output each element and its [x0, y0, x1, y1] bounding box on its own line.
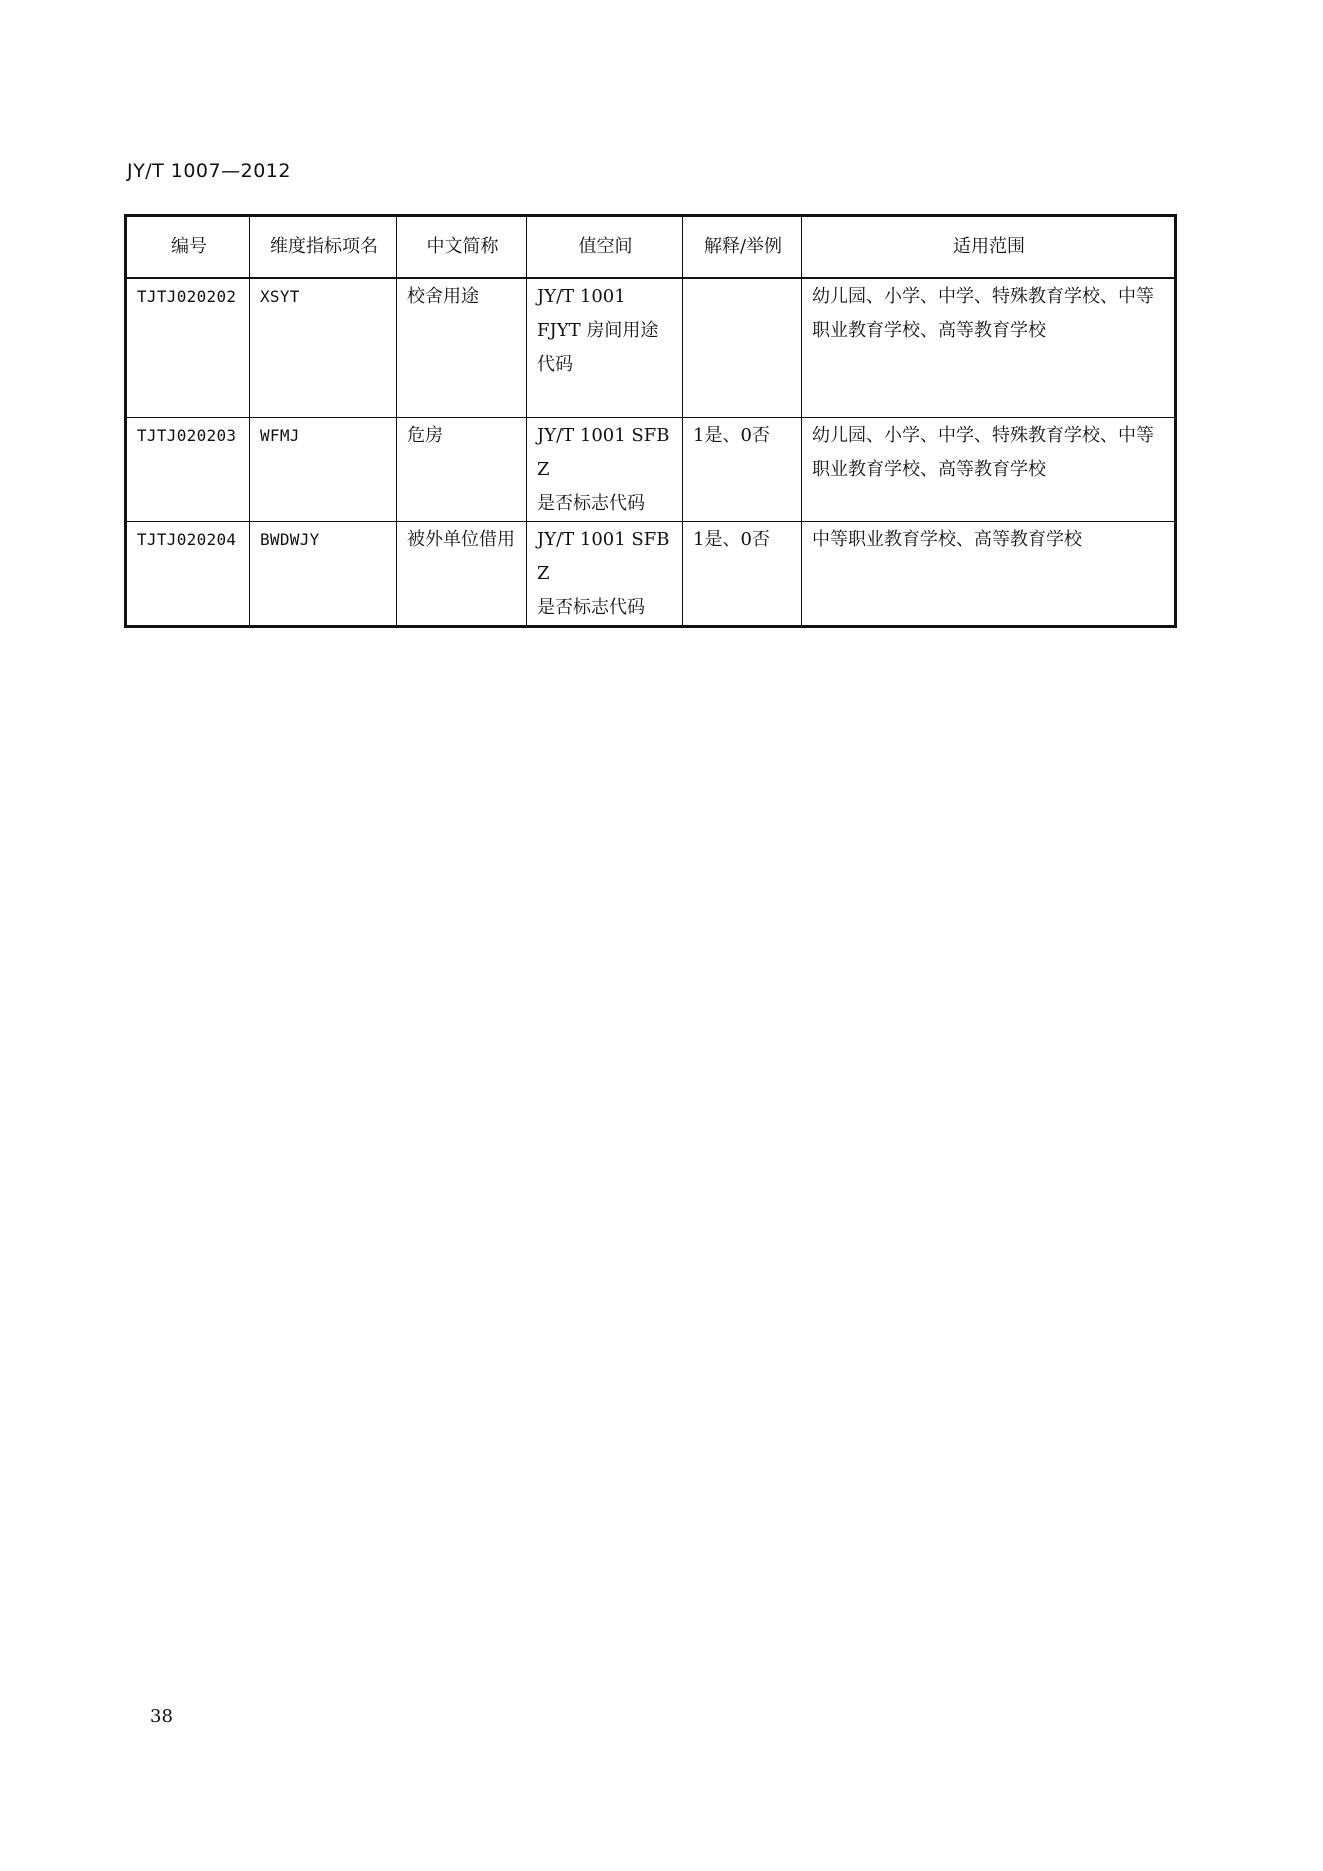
cell-short-name: 校舍用途: [397, 278, 527, 418]
column-header-scope: 适用范围: [802, 216, 1176, 279]
table-row: [126, 278, 1176, 418]
value-space-line: 是否标志代码: [537, 493, 645, 514]
value-space-line: JY/T 1001: [537, 286, 626, 307]
table-row: [126, 522, 1176, 627]
cell-name: WFMJ: [250, 418, 397, 522]
cell-id: TJTJ020203: [126, 418, 250, 522]
cell-scope: 幼儿园、小学、中学、特殊教育学校、中等职业教育学校、高等教育学校: [802, 278, 1176, 418]
column-header-id: 编号: [126, 216, 250, 279]
cell-example: 1是、0否: [683, 522, 802, 627]
indicator-table: [124, 214, 1177, 628]
page-number: 38: [150, 1706, 173, 1727]
value-space-line: FJYT 房间用途: [537, 320, 659, 341]
standard-code-header: JY/T 1007—2012: [127, 160, 291, 182]
table-row: [126, 418, 1176, 522]
column-header-example: 解释/举例: [683, 216, 802, 279]
value-space-line: JY/T 1001 SFBZ: [537, 425, 670, 480]
cell-value-space: [527, 278, 683, 418]
column-header-name: 维度指标项名: [250, 216, 397, 279]
cell-name: BWDWJY: [250, 522, 397, 627]
value-space-line: 代码: [537, 354, 573, 375]
cell-value-space: [527, 522, 683, 627]
cell-scope: 中等职业教育学校、高等教育学校: [802, 522, 1176, 627]
cell-scope: 幼儿园、小学、中学、特殊教育学校、中等职业教育学校、高等教育学校: [802, 418, 1176, 522]
cell-example: 1是、0否: [683, 418, 802, 522]
cell-name: XSYT: [250, 278, 397, 418]
cell-id: TJTJ020204: [126, 522, 250, 627]
cell-value-space: [527, 418, 683, 522]
cell-short-name: 被外单位借用: [397, 522, 527, 627]
cell-example: [683, 278, 802, 418]
table-header: [126, 216, 1176, 279]
cell-id: TJTJ020202: [126, 278, 250, 418]
cell-short-name: 危房: [397, 418, 527, 522]
column-header-short-name: 中文简称: [397, 216, 527, 279]
column-header-value-space: 值空间: [527, 216, 683, 279]
value-space-line: 是否标志代码: [537, 597, 645, 618]
value-space-line: JY/T 1001 SFBZ: [537, 529, 670, 584]
